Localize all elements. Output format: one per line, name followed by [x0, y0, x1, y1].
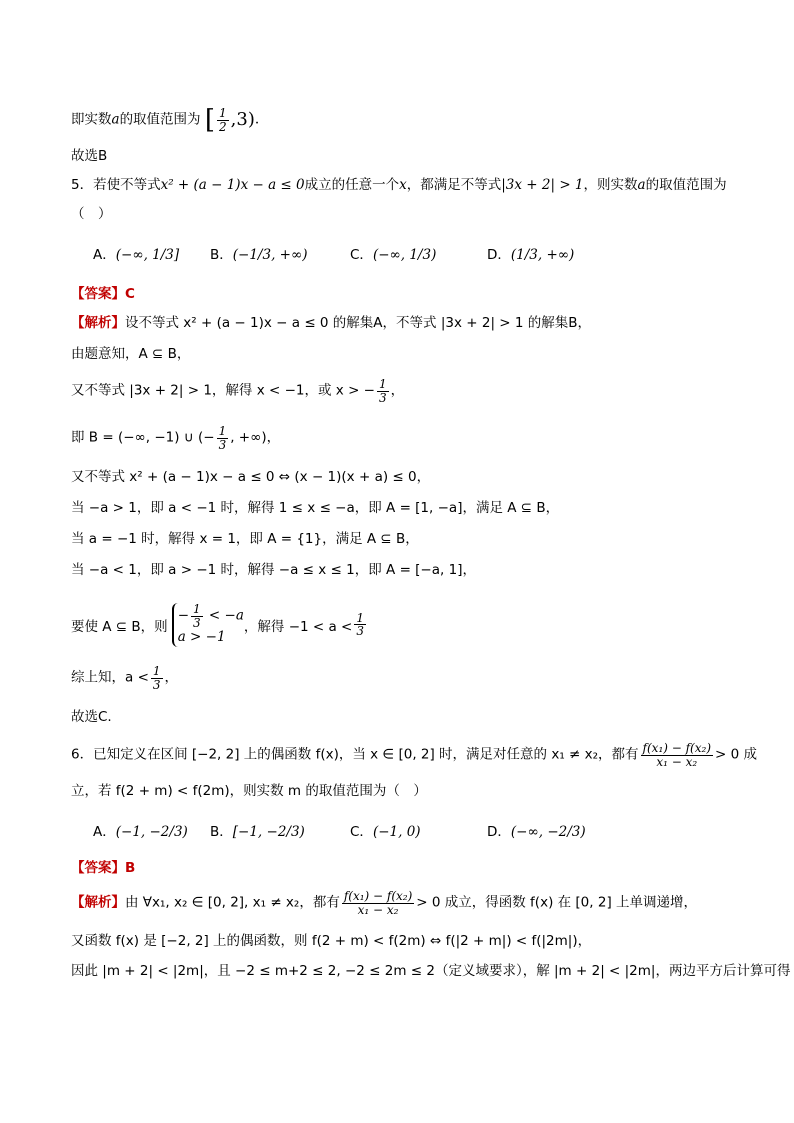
solution-5-line-2: 由题意知，A ⊆ B，: [71, 346, 191, 362]
solution-5-line-3: 又不等式 |3x + 2| > 1，解得 x < −1，或 x > − $\frac{1}{3}$ ，: [71, 377, 405, 405]
solution-6-line-1: 【解析】由 ∀x₁, x₂ ∈ [0, 2], x₁ ≠ x₂，都有 $\frac{\text{f(x₁) − f(x₂)}}{\text{x₁ − x₂}}$ > 0 成立，得函数 f(x) 在 [0, 2] 上单调递增，: [71, 889, 697, 917]
conclusion-line: 即实数a的取值范围为 [ $\frac{1}{2}$ ,3).: [71, 105, 260, 136]
q5-option-b[interactable]: B．(−1/3, +∞): [210, 247, 308, 263]
q6-option-a[interactable]: A．(−1, −2/3): [93, 824, 188, 840]
answer-5: 【答案】C: [71, 286, 135, 302]
answer-6: 【答案】B: [71, 860, 136, 876]
question-5-stem: 5．若使不等式x² + (a − 1)x − a ≤ 0成立的任意一个x，都满足不等式|3x + 2| > 1，则实数a的取值范围为: [71, 177, 727, 193]
inequality-system: − $\frac{1}{3}$ < −a a > −1: [172, 603, 244, 647]
question-5-paren: （ ）: [71, 206, 112, 222]
choose-b-line: 故选B: [71, 148, 108, 164]
fraction: $\frac{1}{2}$: [219, 106, 227, 134]
solution-5-line-5: 又不等式 x² + (a − 1)x − a ≤ 0 ⇔ (x − 1)(x + a) ≤ 0，: [71, 469, 431, 485]
solution-5-line-7: 当 a = −1 时，解得 x = 1，即 A = {1}，满足 A ⊆ B，: [71, 531, 419, 547]
q5-option-c[interactable]: C．(−∞, 1/3): [350, 247, 437, 263]
q6-option-d[interactable]: D．(−∞, −2/3): [487, 824, 586, 840]
q6-option-b[interactable]: B．[−1, −2/3): [210, 824, 305, 840]
question-6-line-1: 6．已知定义在区间 [−2, 2] 上的偶函数 f(x)，当 x ∈ [0, 2] 时，满足对任意的 x₁ ≠ x₂，都有 $\frac{\text{f(x₁) − f(x₂)}}{\text{x₁ − x₂}}$ > 0 成: [71, 741, 757, 769]
q6-option-c[interactable]: C．(−1, 0): [350, 824, 421, 840]
solution-5-end: 故选C.: [71, 709, 112, 725]
q5-option-a[interactable]: A．(−∞, 1/3]: [93, 247, 180, 263]
solution-6-line-2: 又函数 f(x) 是 [−2, 2] 上的偶函数，则 f(2 + m) < f(2m) ⇔ f(|2 + m|) < f(|2m|)，: [71, 933, 592, 949]
solution-5-line-8: 当 −a < 1，即 a > −1 时，解得 −a ≤ x ≤ 1，即 A = [−a, 1]，: [71, 562, 476, 578]
solution-5-line-1: 【解析】设不等式 x² + (a − 1)x − a ≤ 0 的解集A，不等式 |3x + 2| > 1 的解集B，: [71, 315, 592, 331]
question-6-line-2: 立，若 f(2 + m) < f(2m)，则实数 m 的取值范围为（ ）: [71, 783, 427, 799]
solution-6-line-3: 因此 |m + 2| < |2m|，且 −2 ≤ m+2 ≤ 2, −2 ≤ 2m ≤ 2（定义域要求），解 |m + 2| < |2m|，两边平方后计算可得: [71, 963, 791, 979]
solution-5-line-10: 综上知，a < $\frac{1}{3}$ ，: [71, 664, 179, 692]
solution-5-line-4: 即 B = (−∞, −1) ∪ (− $\frac{1}{3}$ , +∞)，: [71, 424, 281, 452]
q5-option-d[interactable]: D．(1/3, +∞): [487, 247, 575, 263]
solution-5-line-6: 当 −a > 1，即 a < −1 时，解得 1 ≤ x ≤ −a，即 A = [1, −a]，满足 A ⊆ B，: [71, 500, 560, 516]
solution-5-line-9: 要使 A ⊆ B，则 − $\frac{1}{3}$ < −a a > −1 ，解得 −1 < a < $\frac{1}{3}$: [71, 602, 365, 646]
